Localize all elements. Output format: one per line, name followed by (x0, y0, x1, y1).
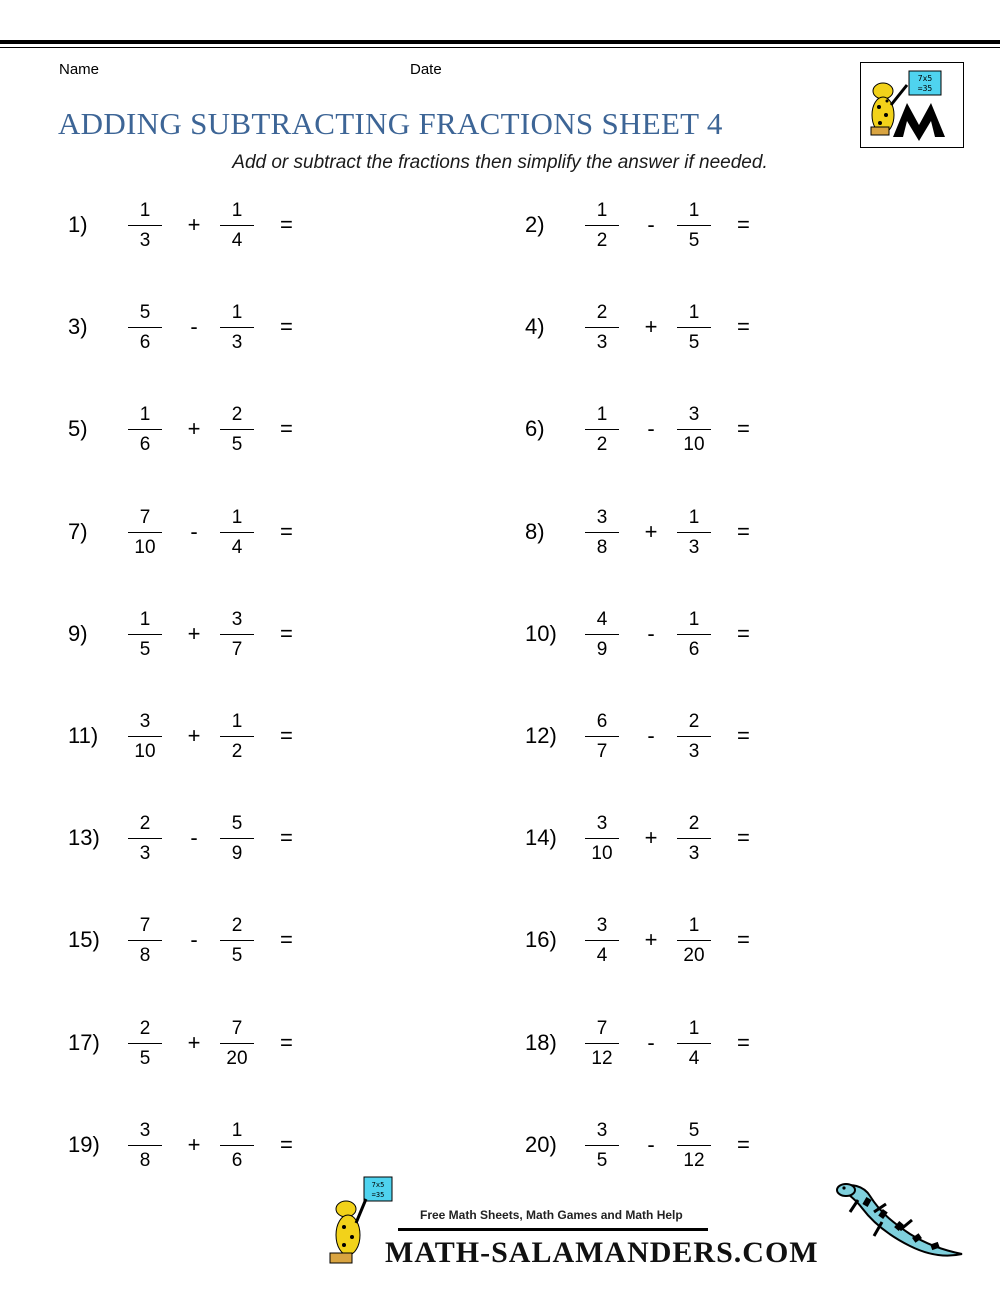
equals-sign: = (737, 416, 750, 441)
operator: + (187, 416, 201, 441)
equals-sign: = (737, 1030, 750, 1055)
fraction-bar (128, 429, 162, 430)
operator: + (187, 723, 201, 748)
second-fraction (677, 811, 711, 867)
fraction-bar (220, 532, 254, 533)
second-fraction (220, 1118, 254, 1174)
second-denominator: 3 (231, 332, 243, 353)
second-numerator: 1 (688, 609, 700, 630)
second-numerator: 7 (231, 1018, 243, 1039)
second-numerator: 1 (231, 1120, 243, 1141)
equals-sign: = (737, 723, 750, 748)
problem-15 (68, 913, 308, 973)
first-numerator: 7 (139, 507, 151, 528)
operator: - (647, 621, 655, 646)
second-fraction (677, 709, 711, 765)
first-denominator: 6 (139, 332, 151, 353)
operator: + (644, 314, 658, 339)
first-denominator: 3 (139, 230, 151, 251)
first-numerator: 3 (139, 711, 151, 732)
first-numerator: 3 (596, 1120, 608, 1141)
second-fraction (677, 1118, 711, 1174)
equals-sign: = (280, 1132, 293, 1157)
problem-number: 4) (525, 314, 545, 339)
first-fraction (128, 198, 162, 254)
fraction-bar (220, 940, 254, 941)
first-numerator: 3 (596, 915, 608, 936)
instructions: Add or subtract the fractions then simplify the answer if needed. (232, 152, 768, 173)
equals-sign: = (280, 212, 293, 237)
fraction-bar (585, 940, 619, 941)
second-fraction (677, 198, 711, 254)
problem-number: 14) (525, 825, 557, 850)
equals-sign: = (737, 825, 750, 850)
top-rule-thick (0, 40, 1000, 44)
footer-board-line1: 7x5 (371, 1181, 385, 1189)
fraction-bar (128, 940, 162, 941)
first-denominator: 10 (134, 537, 156, 558)
equals-sign: = (280, 416, 293, 441)
second-fraction (220, 1016, 254, 1072)
problem-7 (68, 505, 308, 565)
second-fraction (220, 198, 254, 254)
second-fraction (677, 402, 711, 458)
second-numerator: 2 (231, 404, 243, 425)
lizard-illustration (830, 1178, 970, 1268)
second-denominator: 7 (231, 639, 243, 660)
fraction-bar (585, 225, 619, 226)
second-denominator: 12 (683, 1150, 705, 1171)
second-denominator: 6 (231, 1150, 243, 1171)
second-fraction (677, 1016, 711, 1072)
second-numerator: 2 (688, 813, 700, 834)
first-denominator: 10 (134, 741, 156, 762)
operator: - (190, 927, 198, 952)
logo-board-line2: =35 (917, 84, 933, 93)
first-fraction (128, 402, 162, 458)
first-numerator: 1 (596, 404, 608, 425)
fraction-bar (128, 736, 162, 737)
fraction-bar (220, 838, 254, 839)
problem-2 (525, 198, 765, 258)
problem-number: 6) (525, 416, 545, 441)
first-denominator: 5 (139, 639, 151, 660)
operator: - (647, 212, 655, 237)
second-denominator: 20 (683, 945, 705, 966)
first-denominator: 8 (139, 945, 151, 966)
problem-number: 2) (525, 212, 545, 237)
header-logo (860, 62, 964, 148)
second-numerator: 1 (688, 302, 700, 323)
fraction-bar (677, 736, 711, 737)
first-fraction (128, 300, 162, 356)
name-label: Name (59, 61, 100, 78)
second-numerator: 1 (688, 1018, 700, 1039)
equals-sign: = (280, 1030, 293, 1055)
first-denominator: 7 (596, 741, 608, 762)
operator: + (644, 927, 658, 952)
second-numerator: 2 (688, 711, 700, 732)
problem-13 (68, 811, 308, 871)
second-denominator: 3 (688, 843, 700, 864)
second-fraction (220, 709, 254, 765)
first-numerator: 7 (596, 1018, 608, 1039)
first-denominator: 4 (596, 945, 608, 966)
first-denominator: 12 (591, 1048, 613, 1069)
problem-number: 16) (525, 927, 557, 952)
first-fraction (585, 607, 619, 663)
fraction-bar (220, 429, 254, 430)
first-fraction (585, 1016, 619, 1072)
problem-number: 13) (68, 825, 100, 850)
footer-tagline: Free Math Sheets, Math Games and Math Help (420, 1208, 683, 1222)
second-fraction (220, 913, 254, 969)
second-numerator: 3 (231, 609, 243, 630)
first-numerator: 2 (596, 302, 608, 323)
equals-sign: = (737, 927, 750, 952)
first-fraction (585, 505, 619, 561)
fraction-bar (128, 532, 162, 533)
footer-board-line2: =35 (371, 1191, 385, 1199)
fraction-bar (585, 1043, 619, 1044)
second-denominator: 5 (231, 945, 243, 966)
first-denominator: 9 (596, 639, 608, 660)
second-numerator: 2 (231, 915, 243, 936)
first-fraction (585, 300, 619, 356)
first-numerator: 1 (139, 404, 151, 425)
second-fraction (220, 300, 254, 356)
fraction-bar (585, 634, 619, 635)
second-numerator: 1 (688, 200, 700, 221)
second-fraction (677, 913, 711, 969)
second-numerator: 1 (231, 711, 243, 732)
second-denominator: 20 (226, 1048, 248, 1069)
second-denominator: 5 (231, 434, 243, 455)
fraction-bar (677, 1043, 711, 1044)
footer-divider (398, 1228, 708, 1231)
operator: - (647, 1132, 655, 1157)
operator: + (187, 1030, 201, 1055)
problem-number: 11) (68, 723, 99, 748)
first-fraction (128, 709, 162, 765)
fraction-bar (128, 327, 162, 328)
equals-sign: = (737, 621, 750, 646)
footer-brand: MATH-SALAMANDERS.COM (385, 1236, 819, 1269)
problem-1 (68, 198, 308, 258)
operator: + (187, 212, 201, 237)
fraction-bar (220, 1043, 254, 1044)
second-fraction (220, 505, 254, 561)
equals-sign: = (280, 314, 293, 339)
first-fraction (585, 709, 619, 765)
first-fraction (128, 913, 162, 969)
problem-14 (525, 811, 765, 871)
fraction-bar (220, 327, 254, 328)
second-fraction (677, 607, 711, 663)
problem-number: 7) (68, 519, 88, 544)
problem-number: 15) (68, 927, 100, 952)
equals-sign: = (737, 519, 750, 544)
fraction-bar (585, 736, 619, 737)
equals-sign: = (737, 212, 750, 237)
second-denominator: 5 (688, 332, 700, 353)
operator: - (647, 416, 655, 441)
fraction-bar (677, 429, 711, 430)
fraction-bar (220, 225, 254, 226)
first-denominator: 2 (596, 230, 608, 251)
problem-number: 19) (68, 1132, 100, 1157)
logo-board-line1: 7x5 (917, 74, 933, 83)
fraction-bar (677, 838, 711, 839)
problem-number: 9) (68, 621, 88, 646)
fraction-bar (585, 838, 619, 839)
problem-number: 1) (68, 212, 88, 237)
problem-number: 18) (525, 1030, 557, 1055)
operator: - (190, 519, 198, 544)
operator: - (190, 825, 198, 850)
problem-8 (525, 505, 765, 565)
second-fraction (677, 505, 711, 561)
fraction-bar (128, 1145, 162, 1146)
first-numerator: 2 (139, 1018, 151, 1039)
second-denominator: 4 (231, 230, 243, 251)
first-fraction (585, 913, 619, 969)
equals-sign: = (737, 314, 750, 339)
second-numerator: 1 (231, 200, 243, 221)
problem-number: 10) (525, 621, 557, 646)
fraction-bar (585, 532, 619, 533)
problem-19 (68, 1118, 308, 1178)
second-numerator: 3 (688, 404, 700, 425)
problem-17 (68, 1016, 308, 1076)
top-rule-thin (0, 47, 1000, 48)
problem-11 (68, 709, 308, 769)
fraction-bar (128, 838, 162, 839)
fraction-bar (677, 532, 711, 533)
problem-number: 12) (525, 723, 557, 748)
first-fraction (128, 1118, 162, 1174)
fraction-bar (585, 327, 619, 328)
first-denominator: 10 (591, 843, 613, 864)
second-denominator: 10 (683, 434, 705, 455)
second-denominator: 5 (688, 230, 700, 251)
second-fraction (677, 300, 711, 356)
second-numerator: 1 (231, 302, 243, 323)
fraction-bar (677, 1145, 711, 1146)
problem-6 (525, 402, 765, 462)
problem-number: 8) (525, 519, 545, 544)
fraction-bar (220, 736, 254, 737)
operator: + (187, 621, 201, 646)
equals-sign: = (280, 723, 293, 748)
problem-5 (68, 402, 308, 462)
first-fraction (128, 607, 162, 663)
first-numerator: 3 (596, 507, 608, 528)
first-fraction (128, 811, 162, 867)
salamander-icon (830, 1178, 970, 1268)
second-fraction (220, 607, 254, 663)
second-numerator: 1 (231, 507, 243, 528)
equals-sign: = (280, 519, 293, 544)
first-fraction (585, 198, 619, 254)
operator: + (644, 825, 658, 850)
problem-number: 5) (68, 416, 88, 441)
first-fraction (585, 402, 619, 458)
equals-sign: = (280, 927, 293, 952)
first-denominator: 5 (139, 1048, 151, 1069)
worksheet-title: ADDING SUBTRACTING FRACTIONS SHEET 4 (58, 106, 723, 141)
first-numerator: 4 (596, 609, 608, 630)
second-fraction (220, 811, 254, 867)
second-numerator: 1 (688, 915, 700, 936)
fraction-bar (128, 1043, 162, 1044)
fraction-bar (220, 1145, 254, 1146)
first-numerator: 1 (139, 609, 151, 630)
first-numerator: 7 (139, 915, 151, 936)
first-denominator: 5 (596, 1150, 608, 1171)
first-fraction (128, 1016, 162, 1072)
fraction-bar (677, 634, 711, 635)
first-fraction (585, 1118, 619, 1174)
first-numerator: 6 (596, 711, 608, 732)
fraction-bar (128, 225, 162, 226)
fraction-bar (677, 327, 711, 328)
problem-9 (68, 607, 308, 667)
second-numerator: 5 (688, 1120, 700, 1141)
equals-sign: = (280, 621, 293, 646)
first-numerator: 1 (596, 200, 608, 221)
first-denominator: 6 (139, 434, 151, 455)
operator: + (644, 519, 658, 544)
fraction-bar (585, 1145, 619, 1146)
fraction-bar (677, 940, 711, 941)
second-numerator: 5 (231, 813, 243, 834)
operator: - (647, 1030, 655, 1055)
first-denominator: 8 (139, 1150, 151, 1171)
first-numerator: 3 (139, 1120, 151, 1141)
fraction-bar (585, 429, 619, 430)
first-numerator: 2 (139, 813, 151, 834)
second-denominator: 6 (688, 639, 700, 660)
first-denominator: 3 (596, 332, 608, 353)
equals-sign: = (737, 1132, 750, 1157)
problem-20 (525, 1118, 765, 1178)
first-denominator: 8 (596, 537, 608, 558)
fraction-bar (128, 634, 162, 635)
second-denominator: 3 (688, 741, 700, 762)
second-numerator: 1 (688, 507, 700, 528)
first-fraction (585, 811, 619, 867)
first-denominator: 2 (596, 434, 608, 455)
problem-12 (525, 709, 765, 769)
first-fraction (128, 505, 162, 561)
operator: - (190, 314, 198, 339)
problem-number: 3) (68, 314, 88, 339)
first-numerator: 3 (596, 813, 608, 834)
second-denominator: 9 (231, 843, 243, 864)
problem-4 (525, 300, 765, 360)
operator: - (647, 723, 655, 748)
problem-number: 17) (68, 1030, 100, 1055)
date-label: Date (410, 61, 442, 78)
first-numerator: 5 (139, 302, 151, 323)
second-fraction (220, 402, 254, 458)
first-numerator: 1 (139, 200, 151, 221)
problem-10 (525, 607, 765, 667)
equals-sign: = (280, 825, 293, 850)
problem-18 (525, 1016, 765, 1076)
second-denominator: 4 (231, 537, 243, 558)
second-denominator: 3 (688, 537, 700, 558)
fraction-bar (677, 225, 711, 226)
second-denominator: 2 (231, 741, 243, 762)
problem-number: 20) (525, 1132, 557, 1157)
first-denominator: 3 (139, 843, 151, 864)
problem-16 (525, 913, 765, 973)
problem-3 (68, 300, 308, 360)
salamander-teacher-icon (861, 63, 963, 147)
operator: + (187, 1132, 201, 1157)
fraction-bar (220, 634, 254, 635)
second-denominator: 4 (688, 1048, 700, 1069)
